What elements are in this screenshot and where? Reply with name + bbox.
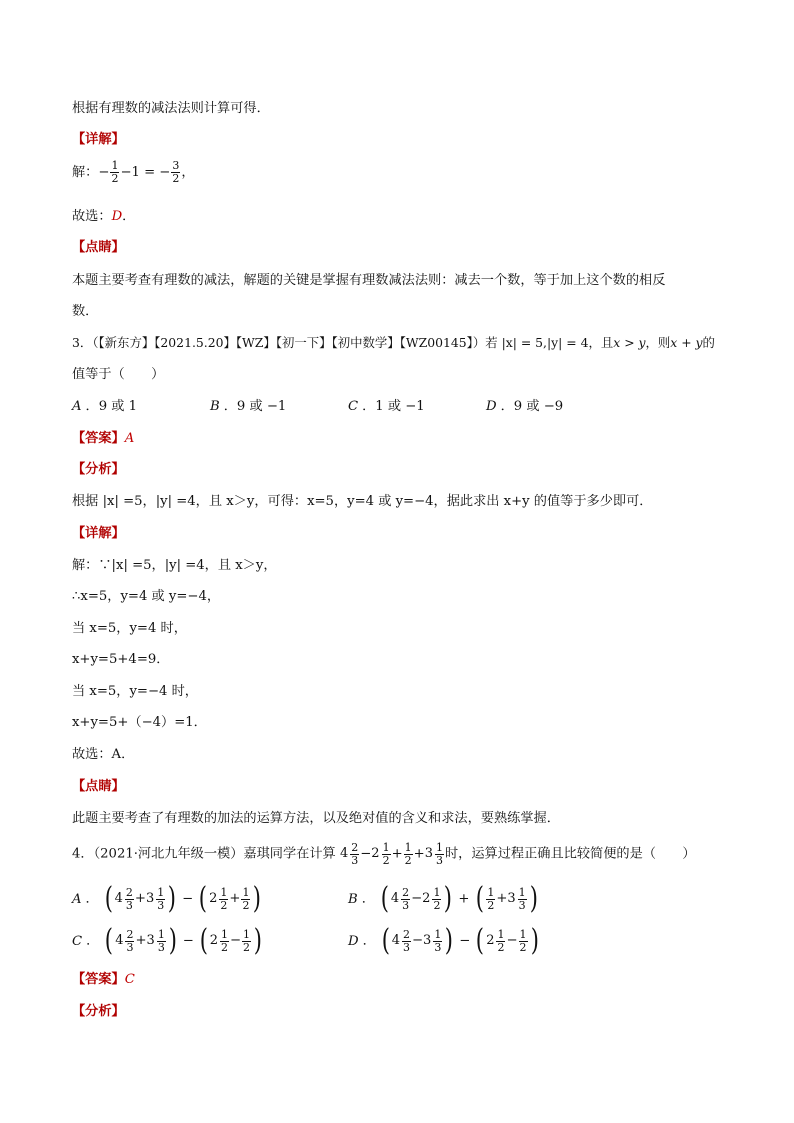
q2-detail-tag: 【详解】 — [72, 132, 125, 147]
q4-answer: C — [124, 972, 135, 987]
q3-analysis-line: 根据 |x| =5，|y| =4，且 x＞y，可得：x=5，y=4 或 y=−4，据此求出 x+y 的值等于多少即可． — [72, 494, 653, 509]
q3-stem-line2: 值等于（ ） — [72, 367, 165, 382]
q3-stem-line1: 3．（【新东方】【2021.5.20】【WZ】【初一下】【初中数学】【WZ00145】）若 |x| = 5,|y| = 4，且x > y，则x + y的 — [72, 335, 715, 350]
q3-step: 解：∵|x| =5，|y| =4，且 x＞y， — [72, 558, 277, 573]
mixed-number: 4 $\frac{2}{3}$ — [339, 840, 359, 867]
q4-answer-line: 【答案】C — [72, 972, 135, 987]
q4-option-b[interactable]: B ． ( 4 $\frac{2}{3}$ − 2 $\frac{1}{2}$ ) + ( $\frac{1}{2}$ + 3 $\frac{1}{3}$ ) — [348, 881, 538, 916]
q2-answer: D — [111, 209, 123, 224]
mixed-number: 2 $\frac{1}{2}$ — [371, 840, 390, 867]
q3-answer: A — [124, 431, 135, 446]
q4-option-d[interactable]: D ． ( 4 $\frac{2}{3}$ − 3 $\frac{1}{3}$ ) − ( 2 $\frac{1}{2}$ − $\frac{1}{2}$ ) — [348, 923, 539, 958]
solution-prefix: 解： — [72, 165, 99, 180]
q3-detail-tag: 【详解】 — [72, 526, 125, 541]
q4-option-c[interactable]: C ． ( 4 $\frac{2}{3}$ + 3 $\frac{1}{3}$ ) − ( 2 $\frac{1}{2}$ − $\frac{1}{2}$ ) — [72, 923, 263, 958]
q3-step: 当 x=5，y=−4 时， — [72, 684, 198, 699]
q4-option-a[interactable]: A ． ( 4 $\frac{2}{3}$ + 3 $\frac{1}{3}$ ) − ( 2 $\frac{1}{2}$ + $\frac{1}{2}$ ) — [72, 881, 262, 916]
q3-option-b[interactable]: B ．9 或 −1 — [210, 399, 287, 414]
q3-step: x+y=5+4=9． — [72, 652, 170, 667]
q3-step: 故选：A． — [72, 747, 135, 762]
q4-stem-line: 4．（2021·河北九年级一模）嘉琪同学在计算 4 $\frac{2}{3}$ − 2 $\frac{1}{2}$ + $\frac{1}{2}$ + 3 $\frac{1}{3}$ 时，运算过程正确且比较简便的是（ ） — [72, 840, 696, 867]
q2-solution-line: 解：− $\frac{1}{2}$ −1 = − $\frac{3}{2}$ ， — [72, 159, 195, 185]
q3-option-d[interactable]: D ．9 或 −9 — [486, 399, 564, 414]
fraction-one-half: $\frac{1}{2}$ — [111, 159, 119, 185]
intro-line: 根据有理数的减法法则计算可得． — [72, 101, 270, 116]
fraction: $\frac{1}{2}$ — [404, 840, 412, 867]
mixed-number: 3 $\frac{1}{3}$ — [424, 840, 443, 867]
q3-step: 当 x=5，y=4 时， — [72, 621, 187, 636]
question-number: 4． — [72, 846, 94, 862]
q3-option-c[interactable]: C ．1 或 −1 — [348, 399, 425, 414]
question-source: （2021·河北九年级一模） — [93, 846, 244, 862]
minus-sign: − — [98, 165, 110, 180]
q2-point-tag: 【点睛】 — [72, 240, 125, 255]
q2-point-line2: 数． — [72, 304, 99, 319]
solution-middle: −1 = − — [120, 165, 171, 180]
question-source: （【新东方】【2021.5.20】【WZ】【初一下】【初中数学】【WZ00145】） — [92, 335, 486, 350]
q3-point-line: 此题主要考查了有理数的加法的运算方法，以及绝对值的含义和求法，要熟练掌握． — [72, 811, 560, 826]
q3-point-tag: 【点睛】 — [72, 779, 125, 794]
q3-analysis-tag: 【分析】 — [72, 462, 125, 477]
q3-step: ∴x=5，y=4 或 y=−4， — [72, 589, 221, 604]
fraction-three-halves: $\frac{3}{2}$ — [172, 159, 180, 185]
q3-option-a[interactable]: A ．9 或 1 — [72, 399, 138, 414]
q3-step: x+y=5+（−4）=1． — [72, 715, 207, 730]
q2-point-line1: 本题主要考查有理数的减法，解题的关键是掌握有理数减法法则：减去一个数，等于加上这个数的相反 — [72, 273, 666, 288]
question-number: 3． — [72, 335, 93, 350]
q4-analysis-tag: 【分析】 — [72, 1004, 125, 1019]
q3-answer-line: 【答案】A — [72, 431, 135, 446]
q2-choose-line: 故选：D． — [72, 209, 136, 224]
